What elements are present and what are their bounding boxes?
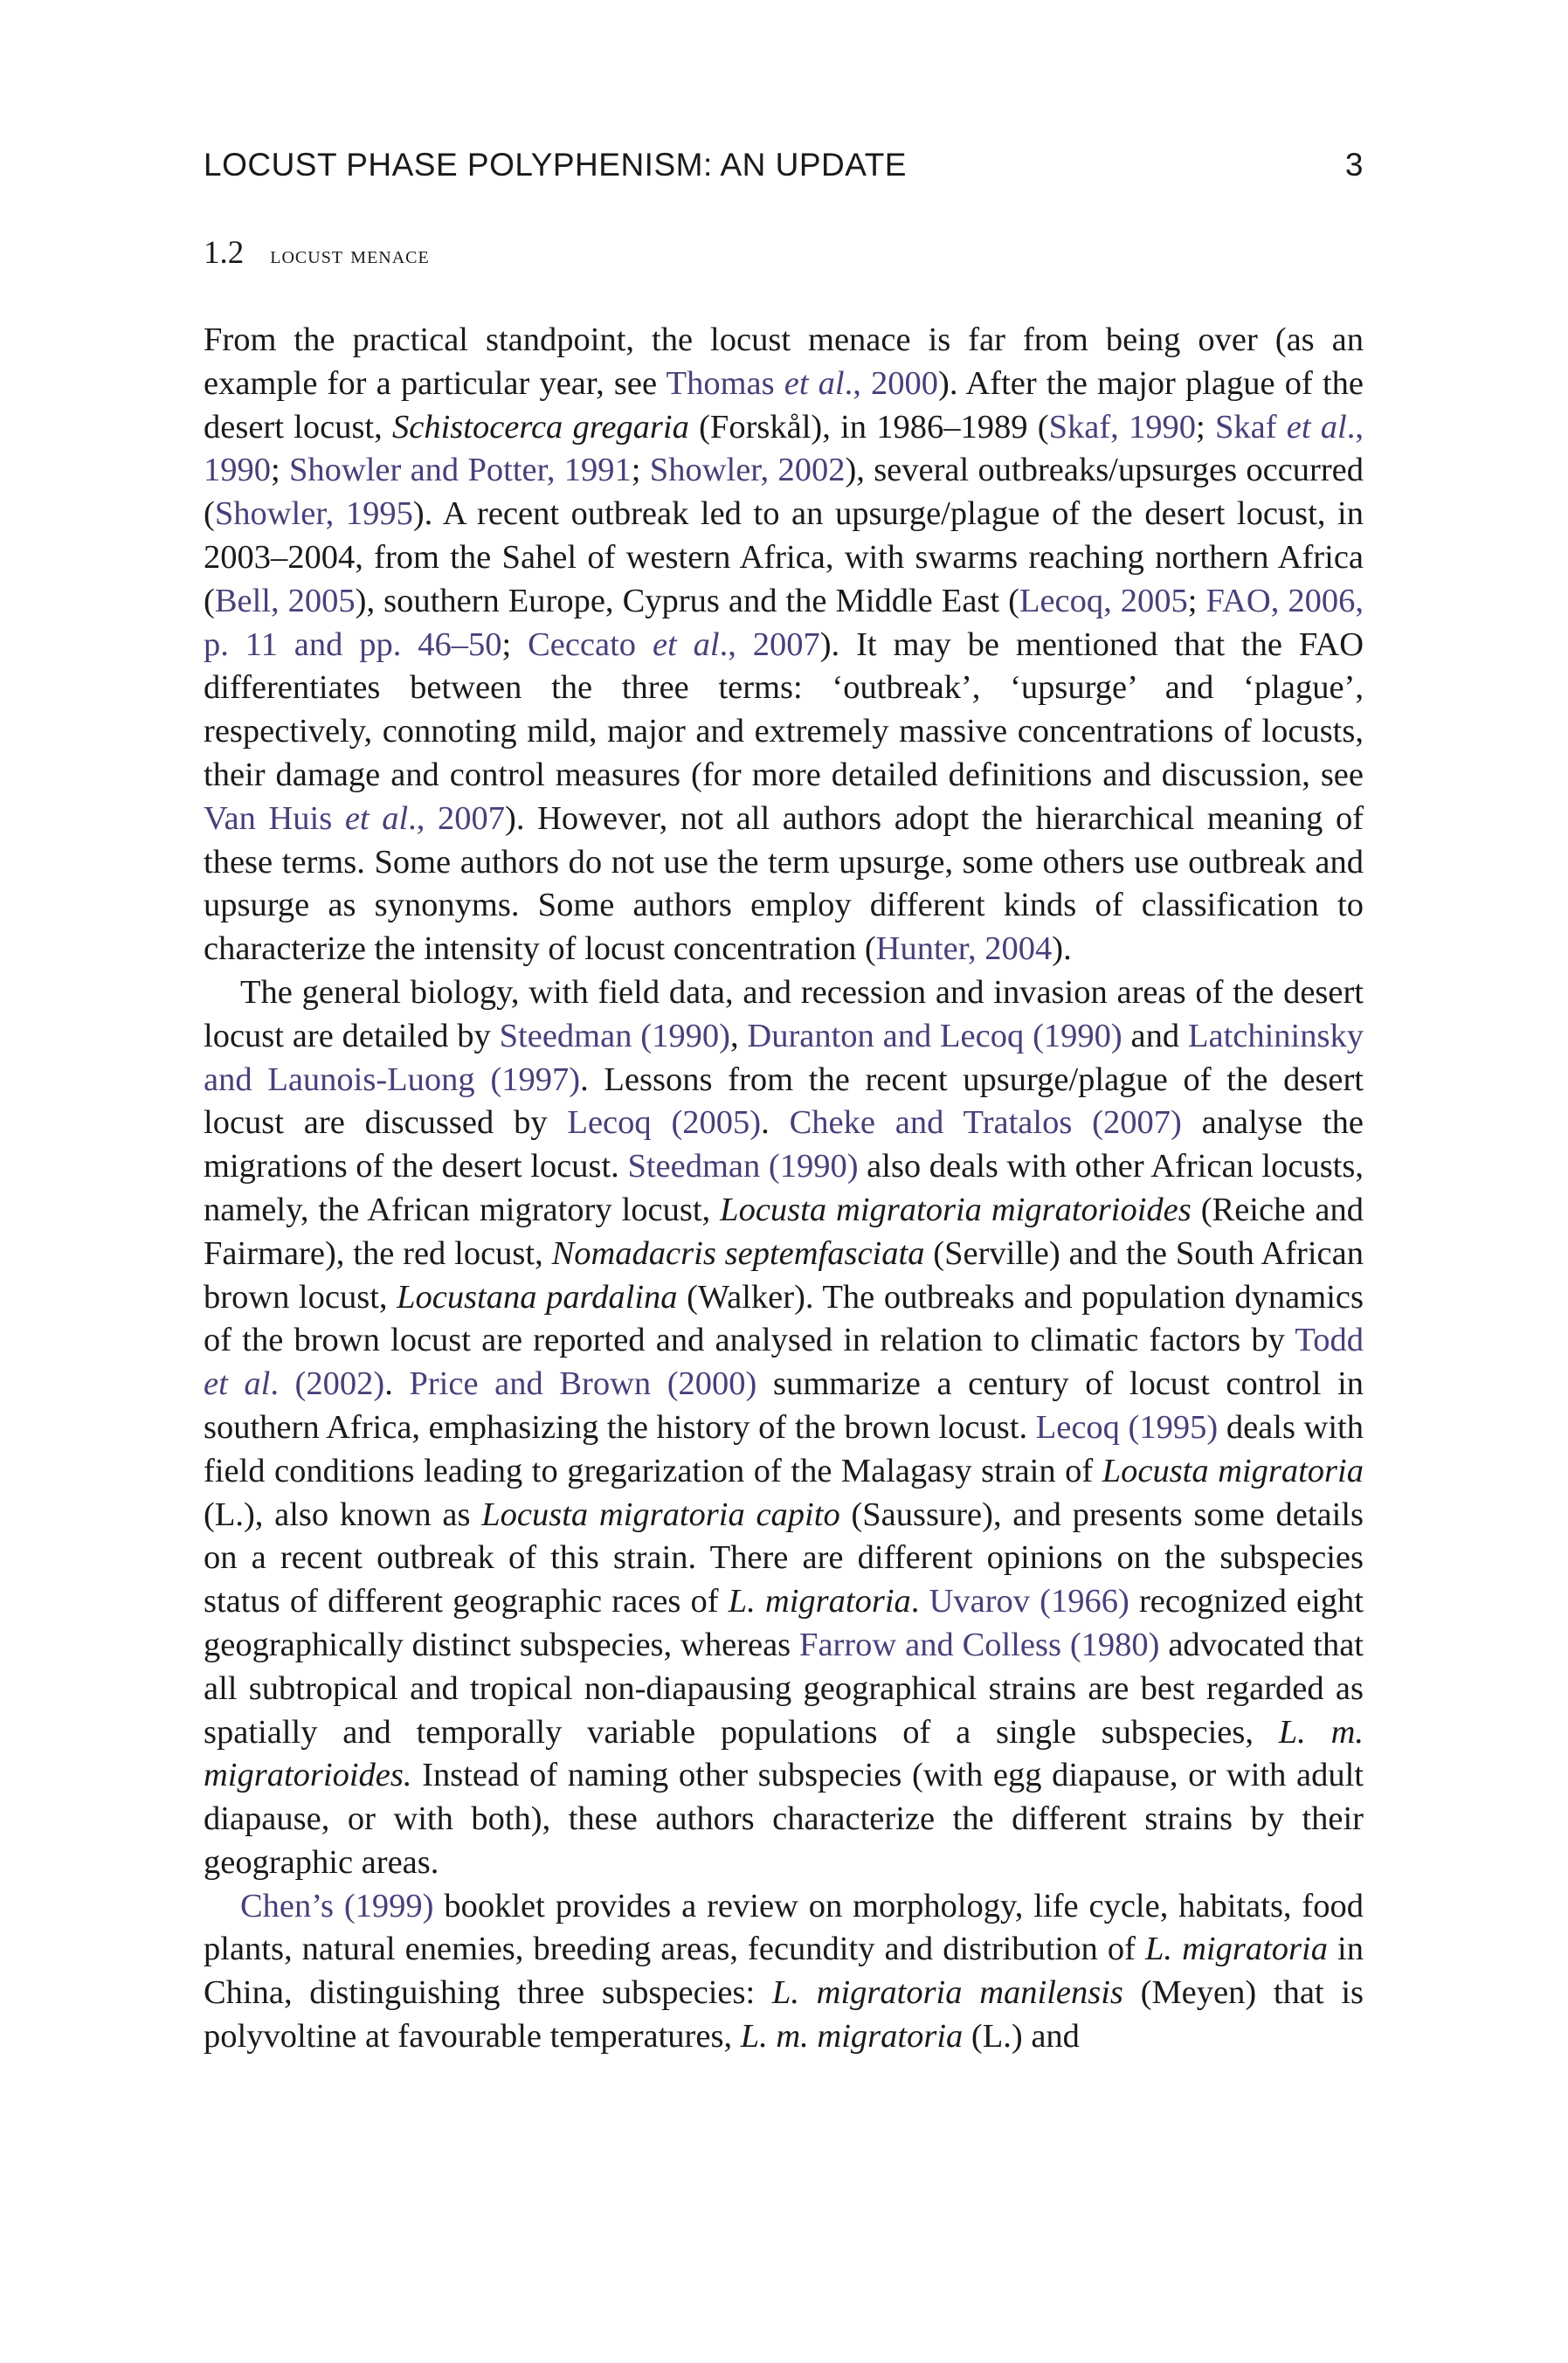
citation-link[interactable]: Hunter, 2004: [875, 930, 1053, 968]
text-run: advocated that all subtropical and tropical non-diapausing geographical strains are best regarded as spatially and temporally variable populations of a single subspecies,: [204, 1626, 1364, 1751]
citation-link[interactable]: [345, 800, 408, 837]
citation-italic-text: et al: [1286, 408, 1347, 446]
page-number: 3: [1344, 147, 1364, 183]
text-run: ;: [271, 452, 289, 489]
citation-link[interactable]: Latchininsky and Launois-Luong (1997): [204, 1017, 1364, 1098]
text-run: (L.), also known as: [204, 1496, 482, 1533]
text-run: ). After the major plague of the desert locust,: [204, 364, 1364, 446]
citation-link[interactable]: [784, 365, 845, 402]
citation-link[interactable]: Bell, 2005: [214, 582, 356, 619]
citation-link[interactable]: ., 2000: [844, 364, 939, 402]
citation-link[interactable]: Chen’s (1999): [240, 1887, 434, 1924]
text-run: (Reiche and Fairmare), the red locust,: [204, 1191, 1364, 1272]
italic-text: Schistocerca gregaria: [392, 408, 689, 446]
running-head-title: LOCUST PHASE POLYPHENISM: AN UPDATE: [204, 147, 907, 183]
text-run: .: [761, 1104, 790, 1142]
citation-link[interactable]: Thomas: [666, 364, 784, 402]
text-run: . Lessons from the recent upsurge/plague of the desert locust are discussed by: [204, 1061, 1364, 1142]
citation-link[interactable]: Lecoq (1995): [1035, 1408, 1219, 1446]
italic-text: L. migratoria: [1144, 1931, 1328, 1968]
citation-link[interactable]: ., 2007: [408, 799, 506, 837]
citation-link[interactable]: Lecoq, 2005: [1019, 582, 1188, 619]
text-run: ;: [1187, 582, 1206, 619]
section-number: 1.2: [204, 235, 245, 271]
text-run: ), southern Europe, Cyprus and the Middle East (: [355, 582, 1019, 619]
body-text: [204, 319, 1364, 2059]
citation-link[interactable]: [1287, 409, 1347, 446]
citation-link[interactable]: . (2002): [270, 1365, 385, 1403]
text-run: The general biology, with field data, and recession and invasion areas of the desert locust are detailed by: [204, 973, 1364, 1054]
citation-italic-text: et al: [784, 364, 845, 402]
italic-text: Locusta migratoria migratorioides: [720, 1191, 1192, 1228]
citation-link[interactable]: Farrow and Colless (1980): [799, 1626, 1160, 1663]
text-run: From the practical standpoint, the locust menace is far from being over (as an example for a particular year, see: [204, 321, 1364, 402]
citation-link[interactable]: Uvarov (1966): [929, 1583, 1129, 1620]
text-run: (Walker). The outbreaks and population dynamics of the brown locust are reported and analysed in relation to climatic factors by: [204, 1278, 1364, 1359]
citation-link[interactable]: ., 2007: [719, 625, 820, 663]
text-run: ). However, not all authors adopt the hierarchical meaning of these terms. Some authors do not use the term upsurge, some others use outbreak and upsurge as synonyms. Some authors employ different kinds of classification to characterize the intensity of locust concentration (: [204, 799, 1364, 968]
citation-link[interactable]: Skaf: [1214, 408, 1287, 446]
text-run: and: [1122, 1017, 1188, 1054]
text-run: summarize a century of locust control in southern Africa, emphasizing the history of the brown locust.: [204, 1365, 1364, 1446]
citation-link[interactable]: Showler and Potter, 1991: [288, 452, 632, 489]
citation-link[interactable]: Showler, 2002: [649, 452, 846, 489]
italic-text: Nomadacris septemfasciata: [551, 1234, 925, 1272]
text-run: (Serville) and the South African brown locust,: [204, 1234, 1364, 1316]
italic-text: L. migratoria manilensis: [771, 1974, 1123, 2012]
citation-italic-text: et al: [652, 625, 720, 663]
citation-link[interactable]: Price and Brown (2000): [409, 1365, 757, 1403]
text-run: ,: [729, 1017, 748, 1054]
citation-link[interactable]: Van Huis: [204, 799, 345, 837]
text-run: deals with field conditions leading to gregarization of the Malagasy strain of: [204, 1408, 1364, 1489]
text-run: .: [384, 1365, 410, 1403]
text-run: ).: [1052, 930, 1072, 968]
citation-link[interactable]: Todd: [1295, 1322, 1364, 1359]
text-run: (L.) and: [963, 2018, 1080, 2056]
citation-link[interactable]: Skaf, 1990: [1048, 408, 1197, 446]
text-run: Instead of naming other subspecies (with egg diapause, or with adult diapause, or with both), these authors characterize the different strains by their geographic areas.: [204, 1757, 1364, 1881]
text-run: in China, distinguishing three subspecies:: [204, 1931, 1364, 2012]
text-run: (Forskål), in 1986–1989 (: [688, 408, 1049, 446]
text-run: (Meyen) that is polyvoltine at favourable temperatures,: [204, 1974, 1364, 2056]
italic-text: L. m. migratorioides.: [204, 1713, 1364, 1794]
citation-link[interactable]: Lecoq (2005): [567, 1104, 762, 1142]
text-run: (Saussure), and presents some details on a recent outbreak of this strain. There are different opinions on the subspecies status of different geographic races of: [204, 1496, 1364, 1620]
paragraph: [204, 319, 1364, 971]
citation-link[interactable]: Steedman (1990): [627, 1148, 859, 1185]
citation-link[interactable]: Ceccato: [528, 625, 653, 663]
text-run: ;: [1196, 408, 1215, 446]
text-run: also deals with other African locusts, namely, the African migratory locust,: [204, 1148, 1364, 1228]
italic-text: Locusta migratoria: [1102, 1452, 1364, 1489]
italic-text: Locusta migratoria capito: [481, 1496, 840, 1533]
italic-text: L. m. migratoria: [740, 2018, 964, 2056]
citation-link[interactable]: Duranton and Lecoq (1990): [747, 1017, 1122, 1054]
section-title: locust menace: [270, 241, 430, 269]
citation-link[interactable]: [653, 626, 720, 663]
text-run: ;: [501, 625, 528, 663]
italic-text: L. migratoria: [728, 1583, 911, 1620]
text-run: .: [910, 1583, 929, 1620]
citation-link[interactable]: ., 1990: [204, 408, 1364, 489]
citation-link[interactable]: Cheke and Tratalos (2007): [789, 1104, 1182, 1142]
text-run: ), several outbreaks/upsurges occurred (: [204, 452, 1364, 533]
paragraph: [204, 1885, 1364, 2059]
section-heading: [204, 234, 430, 272]
text-run: recognized eight geographically distinct subspecies, whereas: [204, 1583, 1364, 1663]
text-run: ;: [631, 452, 650, 489]
text-run: booklet provides a review on morphology, life cycle, habitats, food plants, natural enemies, breeding areas, fecundity and distribution of: [204, 1887, 1364, 1968]
text-run: ). It may be mentioned that the FAO differentiates between the three terms: ‘outbreak’, ‘upsurge’ and ‘plague’, respectively, connoting mild, major and extremely massive concentrations of locusts, their damage and control measures (for more detailed definitions and discussion, see: [204, 625, 1364, 793]
text-run: analyse the migrations of the desert locust.: [204, 1104, 1364, 1185]
citation-link[interactable]: Showler, 1995: [214, 495, 413, 533]
text-run: ). A recent outbreak led to an upsurge/plague of the desert locust, in 2003–2004, from the Sahel of western Africa, with swarms reaching northern Africa (: [204, 495, 1364, 619]
citation-link[interactable]: FAO, 2006, p. 11 and pp. 46–50: [204, 582, 1364, 663]
paragraph: [204, 971, 1364, 1885]
running-head: [204, 147, 1364, 183]
citation-italic-text: et al: [204, 1365, 271, 1403]
citation-link[interactable]: Steedman (1990): [499, 1017, 730, 1054]
citation-link[interactable]: [204, 1365, 270, 1402]
citation-italic-text: et al: [344, 799, 409, 837]
italic-text: Locustana pardalina: [397, 1278, 678, 1316]
